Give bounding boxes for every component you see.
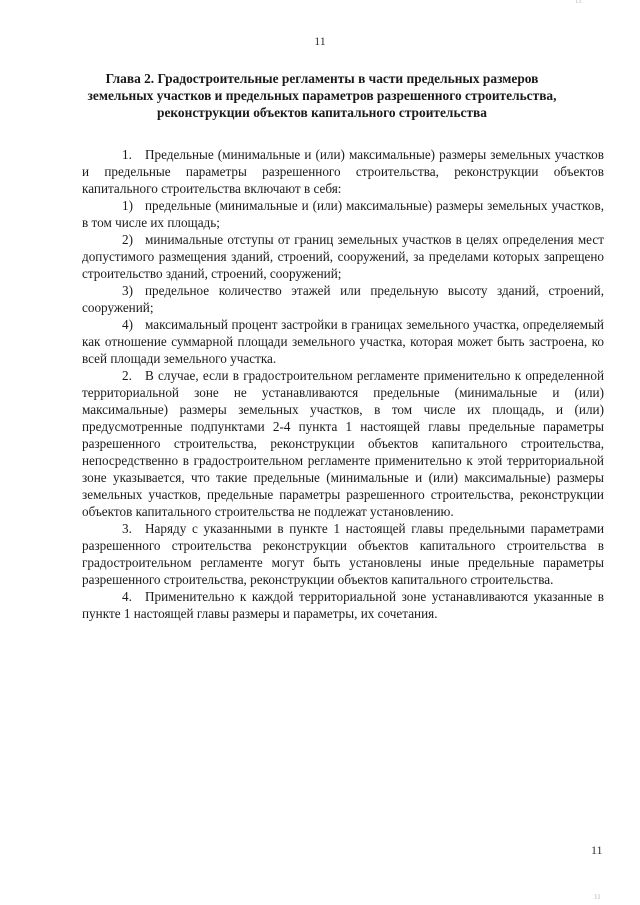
document-body — [82, 146, 604, 622]
subparagraph-3 — [82, 282, 604, 316]
paragraph-number: 3) — [122, 283, 133, 298]
paragraph-number: 1. — [122, 147, 132, 162]
subparagraph-4 — [82, 316, 604, 367]
paragraph-text: В случае, если в градостроительном регламенте применительно к определенной территориальной зоне не устанавливаются предельные (минимальные и (или) максимальные) размеры земельных участков, в том числе их площадь, и (или) предусмотренные подпунктами 2-4 пункта 1 настоящей главы предельные параметры разрешенного строительства, реконструкции объектов капитального строительства, непосредственно в градостроительном регламенте применительно к этой территориальной зоне указывается, что такие предельные (минимальные и (или) максимальные) размеры земельных участков, предельные параметры разрешенного строительства, реконструкции объектов капитального строительства не подлежат установлению. — [82, 368, 604, 519]
paragraph-number: 2) — [122, 232, 133, 247]
chapter-heading-line: Глава 2. Градостроительные регламенты в части предельных размеров — [105, 71, 539, 86]
corner-page-mark: 11 — [575, 0, 582, 5]
paragraph-text: максимальный процент застройки в границах земельного участка, определяемый как отношение суммарной площади земельного участка, которая может быть застроена, ко всей площади земельного участка. — [82, 317, 604, 366]
paragraph-number: 3. — [122, 521, 132, 536]
paragraph-3 — [82, 520, 604, 588]
chapter-heading-line: земельных участков и предельных параметров разрешенного строительства, — [87, 88, 557, 103]
corner-page-mark: 11 — [594, 893, 601, 901]
paragraph-text: минимальные отступы от границ земельных участков в целях определения мест допустимого размещения зданий, строений, сооружений, за пределами которых запрещено строительство зданий, строений, сооружений; — [82, 232, 604, 281]
chapter-heading-line: реконструкции объектов капитального строительства — [157, 105, 487, 120]
paragraph-2 — [82, 367, 604, 520]
paragraph-number: 1) — [122, 198, 133, 213]
chapter-heading — [60, 70, 584, 121]
subparagraph-1 — [82, 197, 604, 231]
paragraph-1 — [82, 146, 604, 197]
paragraph-text: Применительно к каждой территориальной зоне устанавливаются указанные в пункте 1 настоящей главы размеры и параметры, их сочетания. — [82, 589, 604, 621]
paragraph-number: 4. — [122, 589, 132, 604]
paragraph-number: 2. — [122, 368, 132, 383]
page-number-bottom: 11 — [591, 843, 603, 857]
paragraph-text: предельные (минимальные и (или) максимальные) размеры земельных участков, в том числе их площадь; — [82, 198, 604, 230]
paragraph-4 — [82, 588, 604, 622]
paragraph-text: Предельные (минимальные и (или) максимальные) размеры земельных участков и предельные параметры разрешенного строительства, реконструкции объектов капитального строительства включают в себя: — [82, 147, 604, 196]
paragraph-number: 4) — [122, 317, 133, 332]
subparagraph-2 — [82, 231, 604, 282]
paragraph-text: Наряду с указанными в пункте 1 настоящей главы предельными параметрами разрешенного строительства реконструкции объектов капитального строительства в градостроительном регламенте могут быть установлены иные предельные параметры разрешенного строительства, реконструкции объектов капитального строительства. — [82, 521, 604, 587]
page-number-top: 11 — [314, 34, 326, 48]
paragraph-text: предельное количество этажей или предельную высоту зданий, строений, сооружений; — [82, 283, 604, 315]
